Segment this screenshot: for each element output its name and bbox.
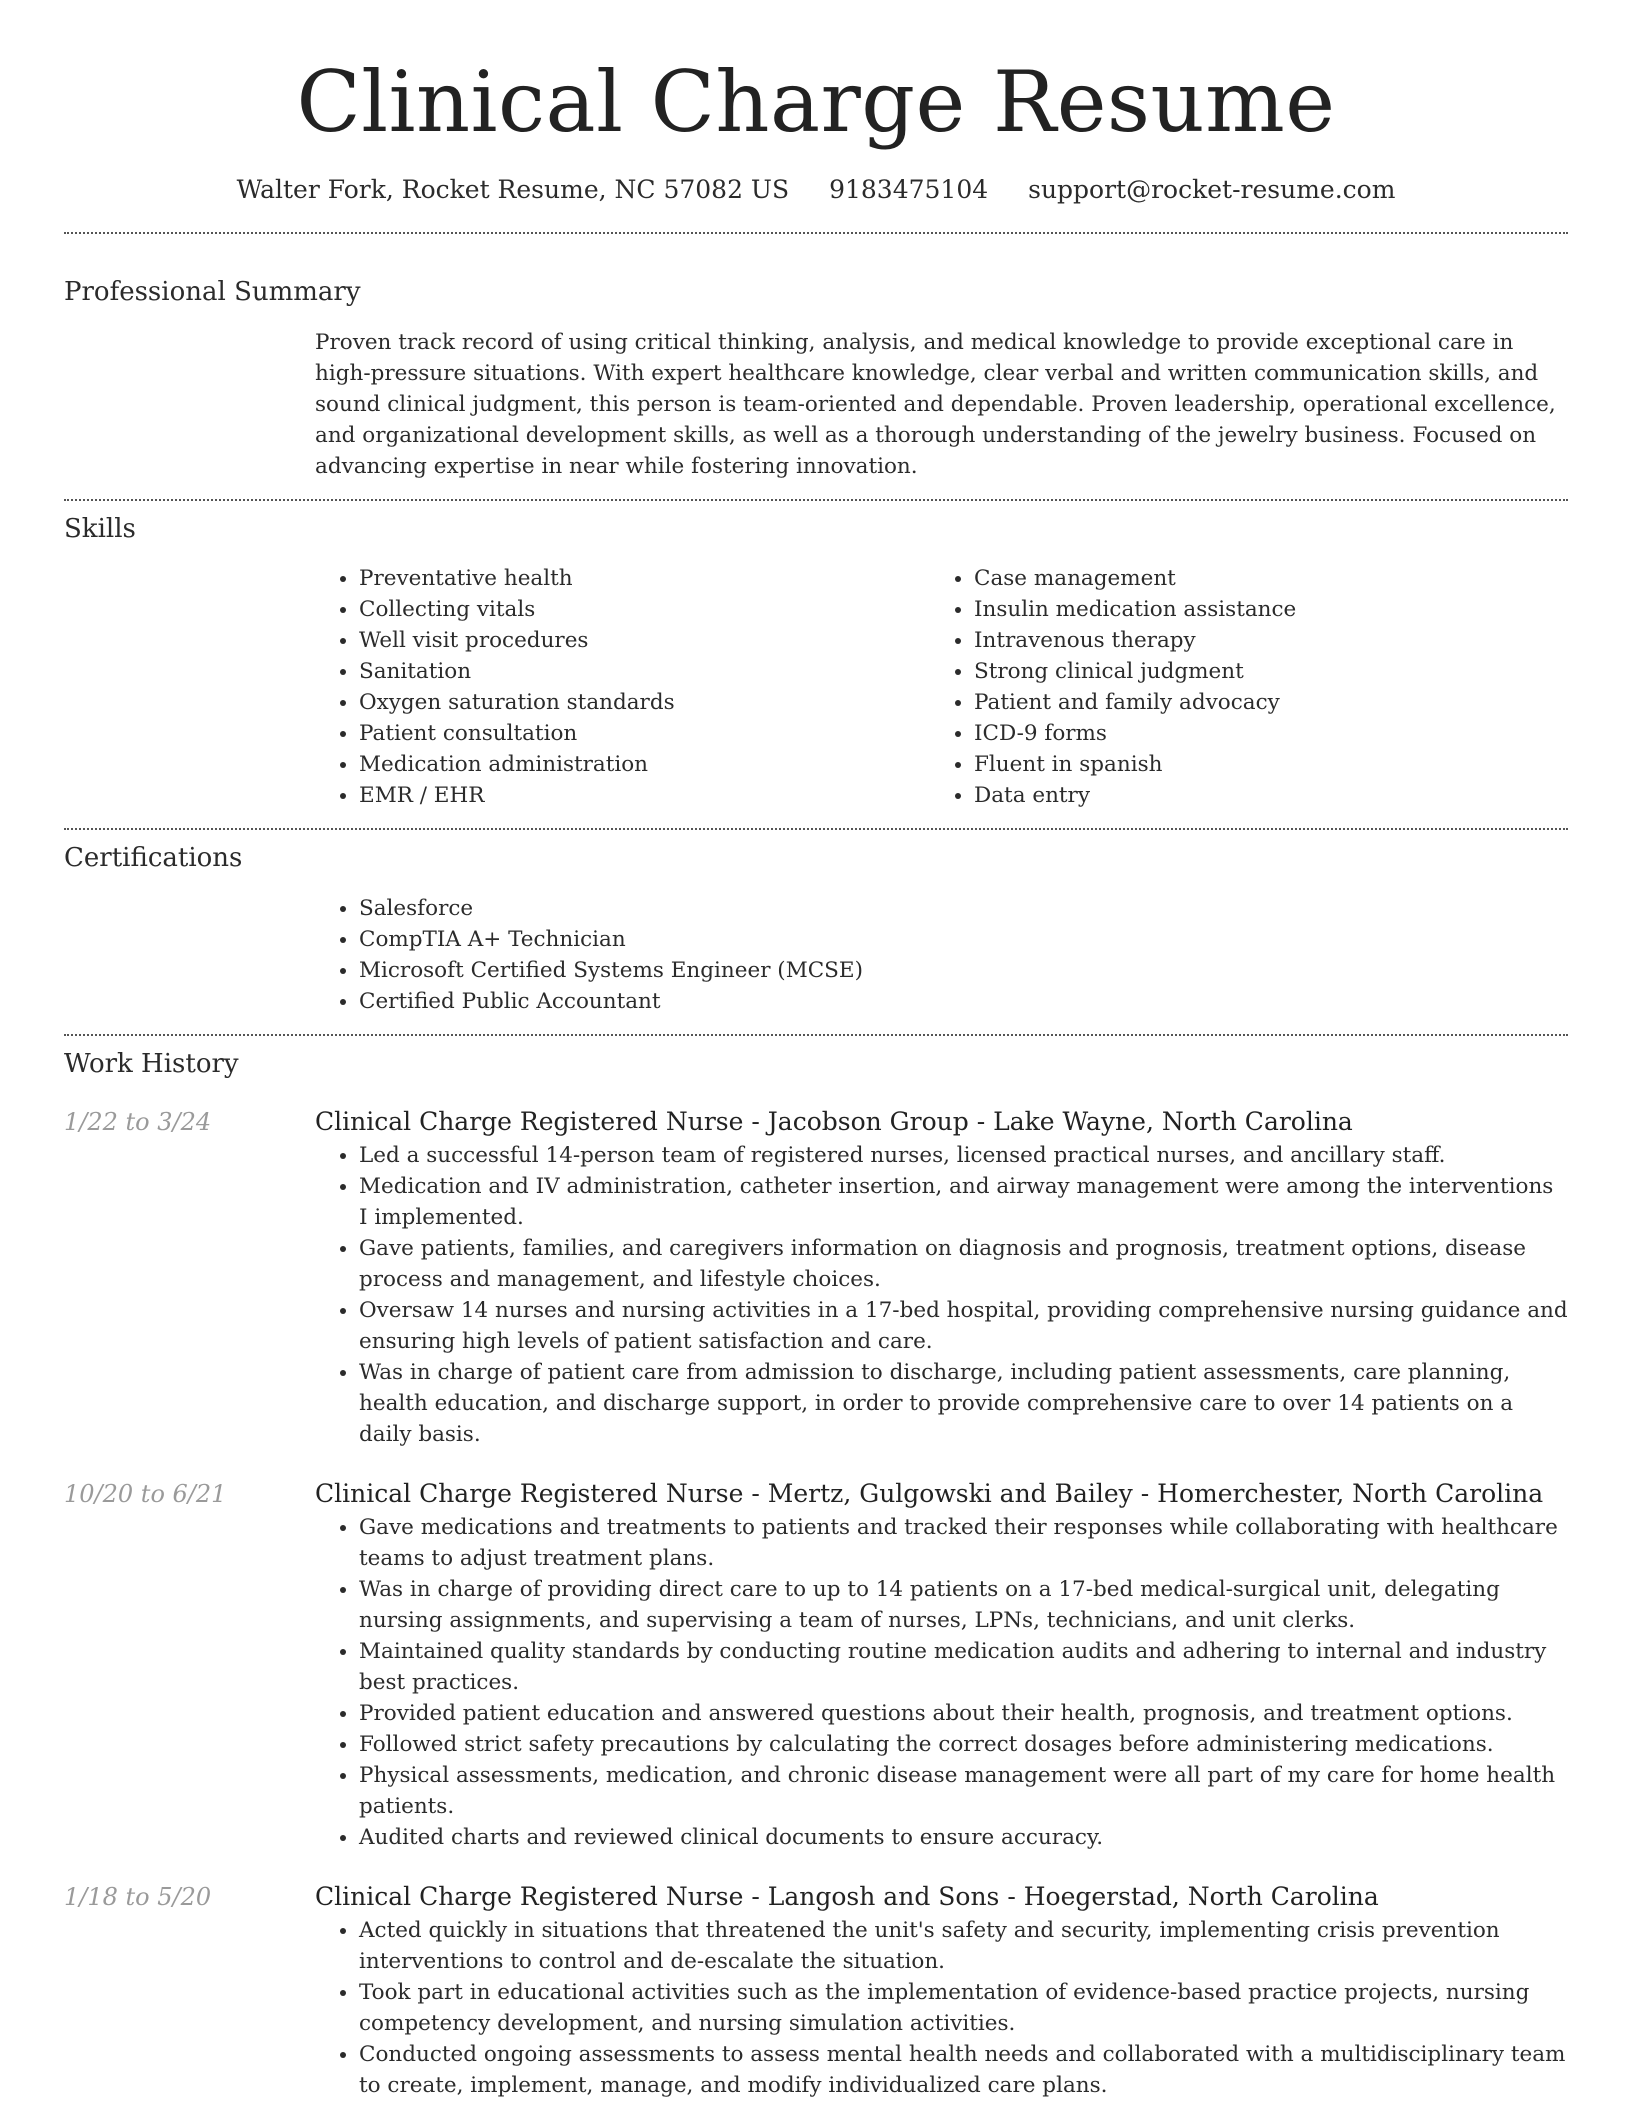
job-bullet: • Gave patients, families, and caregivers information on diagnosis and prognosis, treatment options, disease process and management, and lifestyle choices. <box>359 1233 1568 1295</box>
contact-phone: 9183475104 <box>829 175 989 204</box>
job-bullet: • Conducted ongoing assessments to assess mental health needs and collaborated with a multidisciplinary team to create, implement, manage, and modify individualized care plans. <box>359 2039 1568 2101</box>
job-dates: 1/22 to 3/24 <box>64 1108 212 1136</box>
skills-list-left <box>315 563 930 811</box>
divider <box>64 1034 1568 1036</box>
job-bullet: • Followed strict safety precautions by calculating the correct dosages before administering medications. <box>359 1729 1568 1760</box>
resume-page <box>64 0 1568 2101</box>
job-bullet: • Acted quickly in situations that threatened the unit's safety and security, implementing crisis prevention interventions to control and de-escalate the situation. <box>359 1915 1568 1977</box>
job-bullet: • Was in charge of providing direct care to up to 14 patients on a 17-bed medical-surgical unit, delegating nursing assignments, and supervising a team of nurses, LPNs, technicians, and unit clerks. <box>359 1574 1568 1636</box>
skill-item: • Well visit procedures <box>359 625 930 656</box>
divider <box>64 828 1568 830</box>
skill-item: • Oxygen saturation standards <box>359 687 930 718</box>
contact-address: Walter Fork, Rocket Resume, NC 57082 US <box>236 175 790 204</box>
skills-columns <box>315 563 1568 811</box>
skill-item: • Sanitation <box>359 656 930 687</box>
skill-item: • Strong clinical judgment <box>974 656 1545 687</box>
skill-item: • Fluent in spanish <box>974 749 1545 780</box>
certification-item: • Salesforce <box>359 893 1568 924</box>
summary-heading: Professional Summary <box>64 277 361 307</box>
summary-section <box>64 274 1568 482</box>
skill-item: • Preventative health <box>359 563 930 594</box>
certifications-section <box>64 840 1568 1017</box>
job-title: Clinical Charge Registered Nurse - Jacobson Group - Lake Wayne, North Carolina <box>315 1107 1353 1136</box>
job-bullet: • Provided patient education and answered questions about their health, prognosis, and treatment options. <box>359 1698 1568 1729</box>
job-bullet: • Led a successful 14-person team of registered nurses, licensed practical nurses, and ancillary staff. <box>359 1140 1568 1171</box>
job-bullet: • Audited charts and reviewed clinical documents to ensure accuracy. <box>359 1822 1568 1853</box>
skill-item: • Insulin medication assistance <box>974 594 1545 625</box>
job-bullet: • Physical assessments, medication, and chronic disease management were all part of my care for home health patients. <box>359 1760 1568 1822</box>
skill-item: • Patient consultation <box>359 718 930 749</box>
page-title: Clinical Charge Resume <box>296 53 1336 151</box>
skill-item: • Medication administration <box>359 749 930 780</box>
job-title: Clinical Charge Registered Nurse - Langosh and Sons - Hoegerstad, North Carolina <box>315 1882 1379 1911</box>
job-bullets <box>315 1512 1568 1853</box>
skill-item: • EMR / EHR <box>359 780 930 811</box>
job-dates: 1/18 to 5/20 <box>64 1883 212 1911</box>
contact-line <box>64 172 1568 208</box>
contact-email: support@rocket-resume.com <box>1028 175 1396 204</box>
skill-item: • Patient and family advocacy <box>974 687 1545 718</box>
divider <box>64 232 1568 234</box>
divider <box>64 499 1568 501</box>
skill-item: • Intravenous therapy <box>974 625 1545 656</box>
work-section <box>64 1046 1568 2101</box>
skills-list-right <box>930 563 1545 811</box>
job-entry <box>64 1104 1568 1450</box>
job-bullet: • Was in charge of patient care from admission to discharge, including patient assessments, care planning, health education, and discharge support, in order to provide comprehensive care to over 14 patients on a daily basis. <box>359 1357 1568 1450</box>
job-bullet: • Medication and IV administration, catheter insertion, and airway management were among the interventions I implemented. <box>359 1171 1568 1233</box>
job-entry <box>64 1879 1568 2101</box>
certification-item: • Microsoft Certified Systems Engineer (MCSE) <box>359 955 1568 986</box>
certifications-list <box>315 893 1568 1017</box>
job-title: Clinical Charge Registered Nurse - Mertz, Gulgowski and Bailey - Homerchester, North Carolina <box>315 1479 1544 1508</box>
skill-item: • Case management <box>974 563 1545 594</box>
job-list <box>64 1104 1568 2101</box>
certifications-heading: Certifications <box>64 843 243 873</box>
work-heading: Work History <box>64 1049 239 1079</box>
certification-item: • CompTIA A+ Technician <box>359 924 1568 955</box>
job-bullet: • Oversaw 14 nurses and nursing activities in a 17-bed hospital, providing comprehensive nursing guidance and ensuring high levels of patient satisfaction and care. <box>359 1295 1568 1357</box>
job-bullets <box>315 1140 1568 1450</box>
certification-item: • Certified Public Accountant <box>359 986 1568 1017</box>
job-bullets <box>315 1915 1568 2101</box>
job-bullet: • Maintained quality standards by conducting routine medication audits and adhering to internal and industry best practices. <box>359 1636 1568 1698</box>
skills-heading: Skills <box>64 514 136 544</box>
job-bullet: • Took part in educational activities such as the implementation of evidence-based practice projects, nursing competency development, and nursing simulation activities. <box>359 1977 1568 2039</box>
skill-item: • ICD-9 forms <box>974 718 1545 749</box>
job-bullet: • Gave medications and treatments to patients and tracked their responses while collaborating with healthcare teams to adjust treatment plans. <box>359 1512 1568 1574</box>
skills-section <box>64 511 1568 811</box>
skill-item: • Data entry <box>974 780 1545 811</box>
job-dates: 10/20 to 6/21 <box>64 1480 227 1508</box>
job-entry <box>64 1476 1568 1853</box>
summary-text: Proven track record of using critical thinking, analysis, and medical knowledge to provide exceptional care in high-pressure situations. With expert healthcare knowledge, clear verbal and written communication skills, and sound clinical judgment, this person is team-oriented and dependable. Proven leadership, operational excellence, and organizational development skills, as well as a thorough understanding of the jewelry business. Focused on advancing expertise in near while fostering innovation. <box>315 330 1556 479</box>
skill-item: • Collecting vitals <box>359 594 930 625</box>
